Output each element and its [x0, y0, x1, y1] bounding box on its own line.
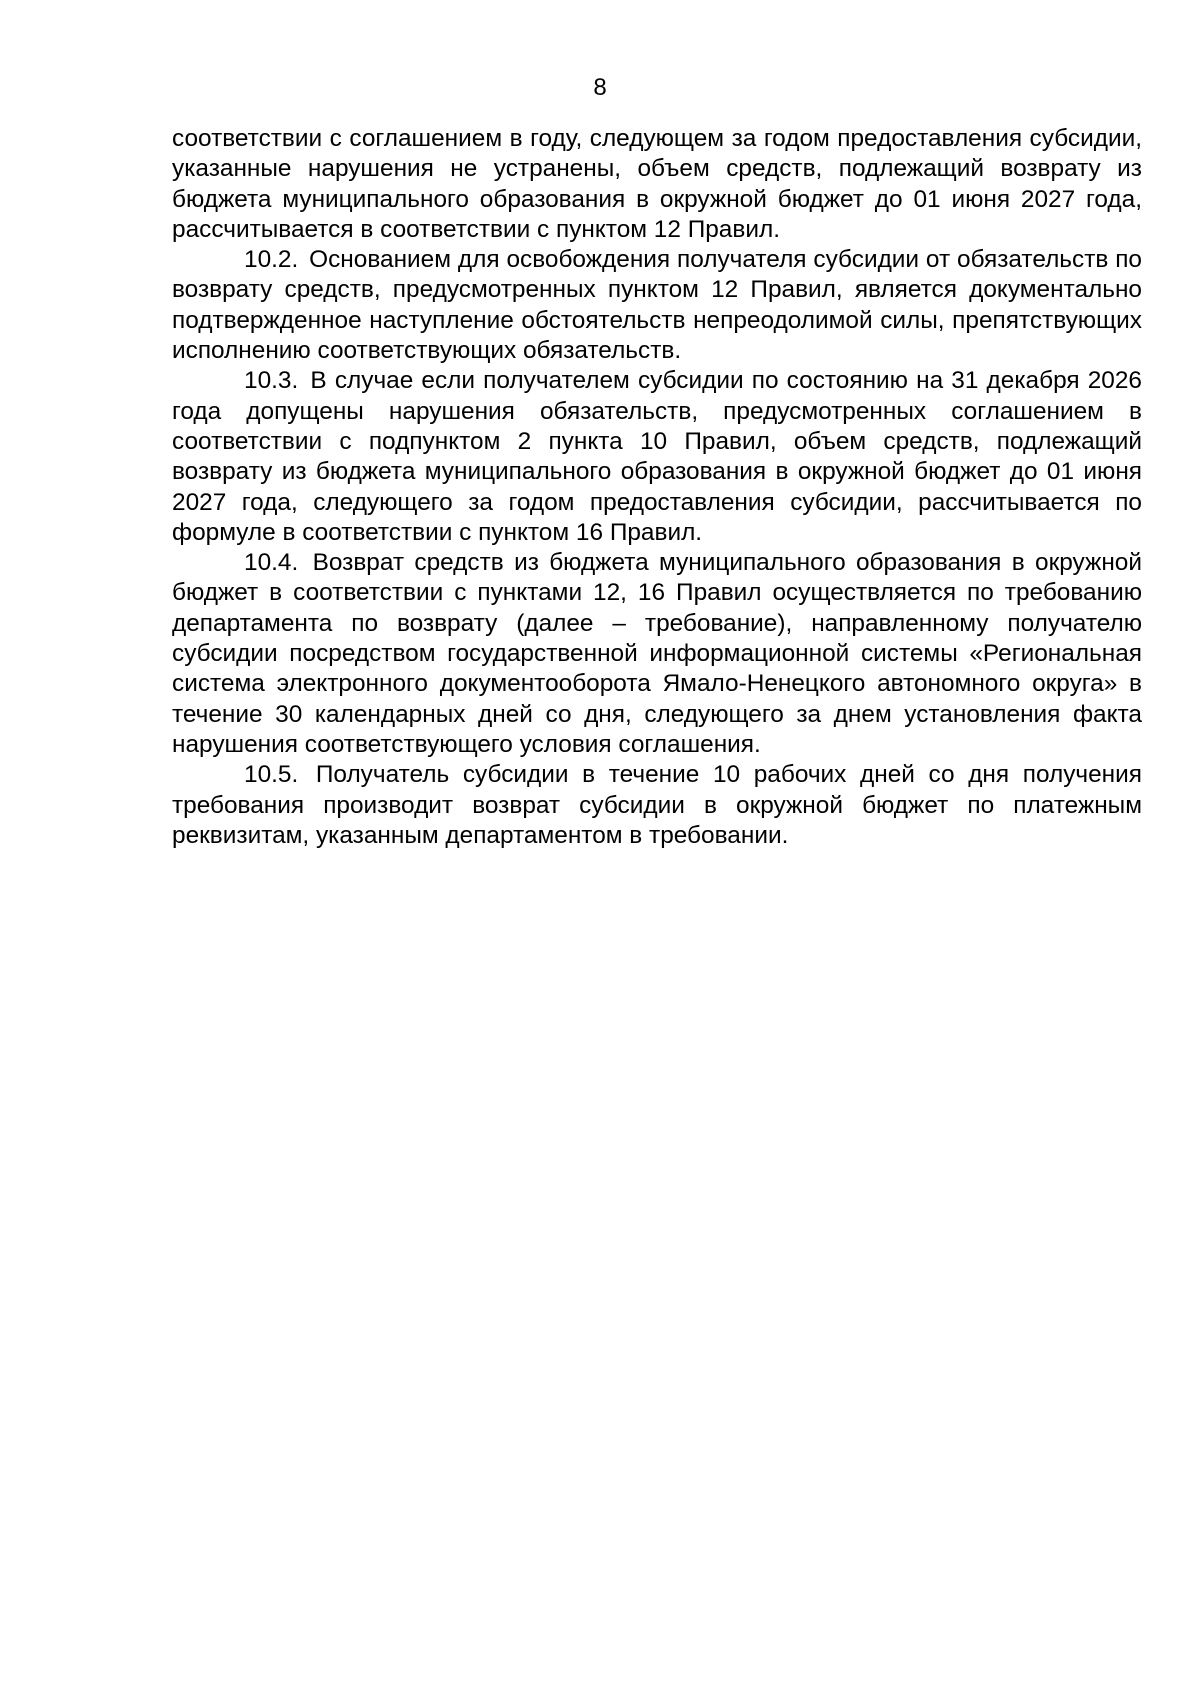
- paragraph-text: Получатель субсидии в течение 10 рабочих дней со дня получения требования производит возврат субсидии в окружной бюджет по платежным реквизитам, указанным департаментом в требовании.: [172, 761, 1142, 849]
- paragraph-number: 10.4.: [244, 549, 299, 577]
- paragraph-text: Возврат средств из бюджета муниципального образования в окружной бюджет в соответствии с пунктами 12, 16 Правил осуществляется по требованию департамента по возврату (далее – требование), направленному получателю субсидии посредством государственной информационной системы «Региональная система электронного документооборота Ямало-Ненецкого автономного округа» в течение 30 календарных дней со дня, следующего за днем установления факта нарушения соответствующего условия соглашения.: [172, 549, 1142, 758]
- document-body: [172, 124, 1142, 851]
- paragraph-text: Основанием для освобождения получателя субсидии от обязательств по возврату средств, предусмотренных пунктом 12 Правил, является документально подтвержденное наступление обстоятельств непреодолимой силы, препятствующих исполнению соответствующих обязательств.: [172, 246, 1142, 365]
- paragraph-text: В случае если получателем субсидии по состоянию на 31 декабря 2026 года допущены нарушения обязательств, предусмотренных соглашением в соответствии с подпунктом 2 пункта 10 Правил, объем средств, подлежащий возврату из бюджета муниципального образования в окружной бюджет до 01 июня 2027 года, следующего за годом предоставления субсидии, рассчитывается по формуле в соответствии с пунктом 16 Правил.: [172, 367, 1142, 546]
- paragraph-number: 10.2.: [244, 246, 299, 274]
- paragraph-continuation: [172, 124, 1142, 245]
- paragraph-number: 10.5.: [244, 761, 299, 789]
- page-number: 8: [593, 74, 607, 101]
- paragraph-number: 10.3.: [244, 367, 299, 395]
- paragraph-10-2: [172, 245, 1142, 366]
- paragraph-10-4: [172, 548, 1142, 760]
- paragraph-10-3: [172, 366, 1142, 548]
- paragraph-10-5: [172, 760, 1142, 851]
- paragraph-text: соответствии с соглашением в году, следующем за годом предоставления субсидии, указанные нарушения не устранены, объем средств, подлежащий возврату из бюджета муниципального образования в окружной бюджет до 01 июня 2027 года, рассчитывается в соответствии с пунктом 12 Правил.: [172, 125, 1142, 243]
